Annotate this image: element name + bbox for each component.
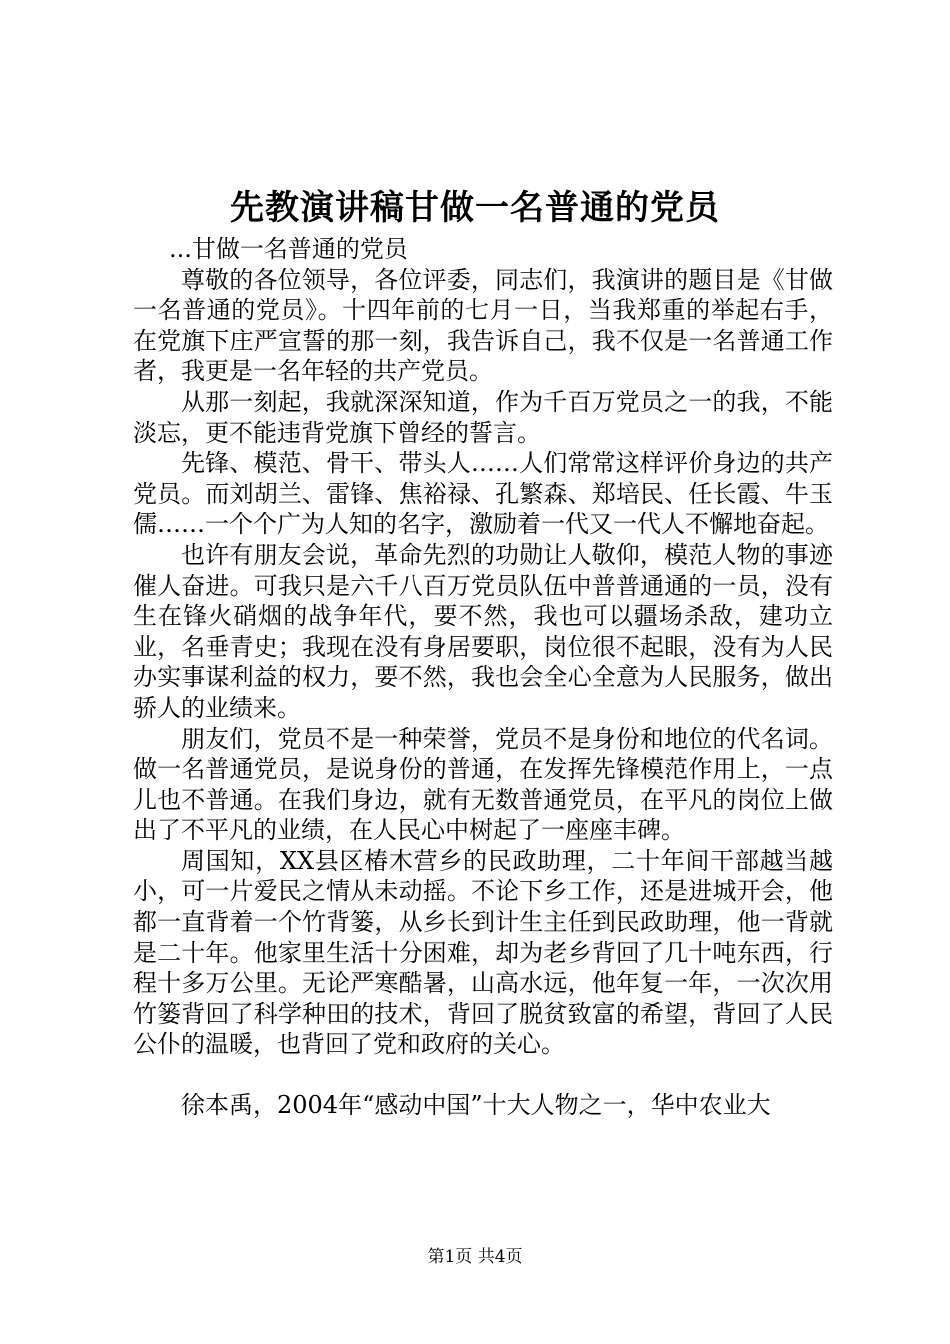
paragraph-xu-benyu: 徐本禹，2004年“感动中国”十大人物之一，华中农业大 (181, 1091, 771, 1120)
paragraph-greeting: 尊敬的各位领导，各位评委，同志们，我演讲的题目是《甘做一名普通的党员》。十四年前的七月一日，当我郑重的举起右手，在党旗下庄严宣誓的那一刻，我告诉自己，我不仅是一名普通工作者，我更是一名年轻的共产党员。 (133, 265, 833, 386)
paragraph-role-models: 先锋、模范、骨干、带头人……人们常常这样评价身边的共产党员。而刘胡兰、雷锋、焦裕禄、孔繁森、郑培民、任长霞、牛玉儒……一个个广为人知的名字，激励着一代又一代人不懈地奋起。 (133, 449, 833, 539)
paragraph-zhou-guozhi: 周国知，XX县区椿木营乡的民政助理，二十年间干部越当越小，可一片爱民之情从未动摇。不论下乡工作，还是进城开会，他都一直背着一个竹背篓，从乡长到计生主任到民政助理，他一背就是二十年。他家里生活十分困难，却为老乡背回了几十吨东西，行程十多万公里。无论严寒酷暑，山高水远，他年复一年，一次次用竹篓背回了科学种田的技术，背回了脱贫致富的希望，背回了人民公仆的温暖，也背回了党和政府的关心。 (133, 846, 833, 1059)
document-subtitle: ...甘做一名普通的党员 (169, 235, 408, 263)
paragraph-oath: 从那一刻起，我就深深知道，作为千百万党员之一的我，不能淡忘，更不能违背党旗下曾经的誓言。 (133, 387, 833, 447)
paragraph-ordinary-member: 也许有朋友会说，革命先烈的功勋让人敬仰，模范人物的事迹催人奋进。可我只是六千八百万党员队伍中普普通通的一员，没有生在锋火硝烟的战争年代，要不然，我也可以疆场杀敌，建功立业，名垂青史；我现在没有身居要职，岗位很不起眼，没有为人民办实事谋利益的权力，要不然，我也会全心全意为人民服务，做出骄人的业绩来。 (133, 540, 833, 722)
page-footer: 第1页 共4页 (427, 1247, 523, 1267)
paragraph-meaning: 朋友们，党员不是一种荣誉，党员不是身份和地位的代名词。做一名普通党员，是说身份的普通，在发挥先锋模范作用上，一点儿也不普通。在我们身边，就有无数普通党员，在平凡的岗位上做出了不平凡的业绩，在人民心中树起了一座座丰碑。 (133, 724, 833, 845)
document-title: 先教演讲稿甘做一名普通的党员 (230, 188, 720, 228)
document-body (133, 234, 833, 1121)
